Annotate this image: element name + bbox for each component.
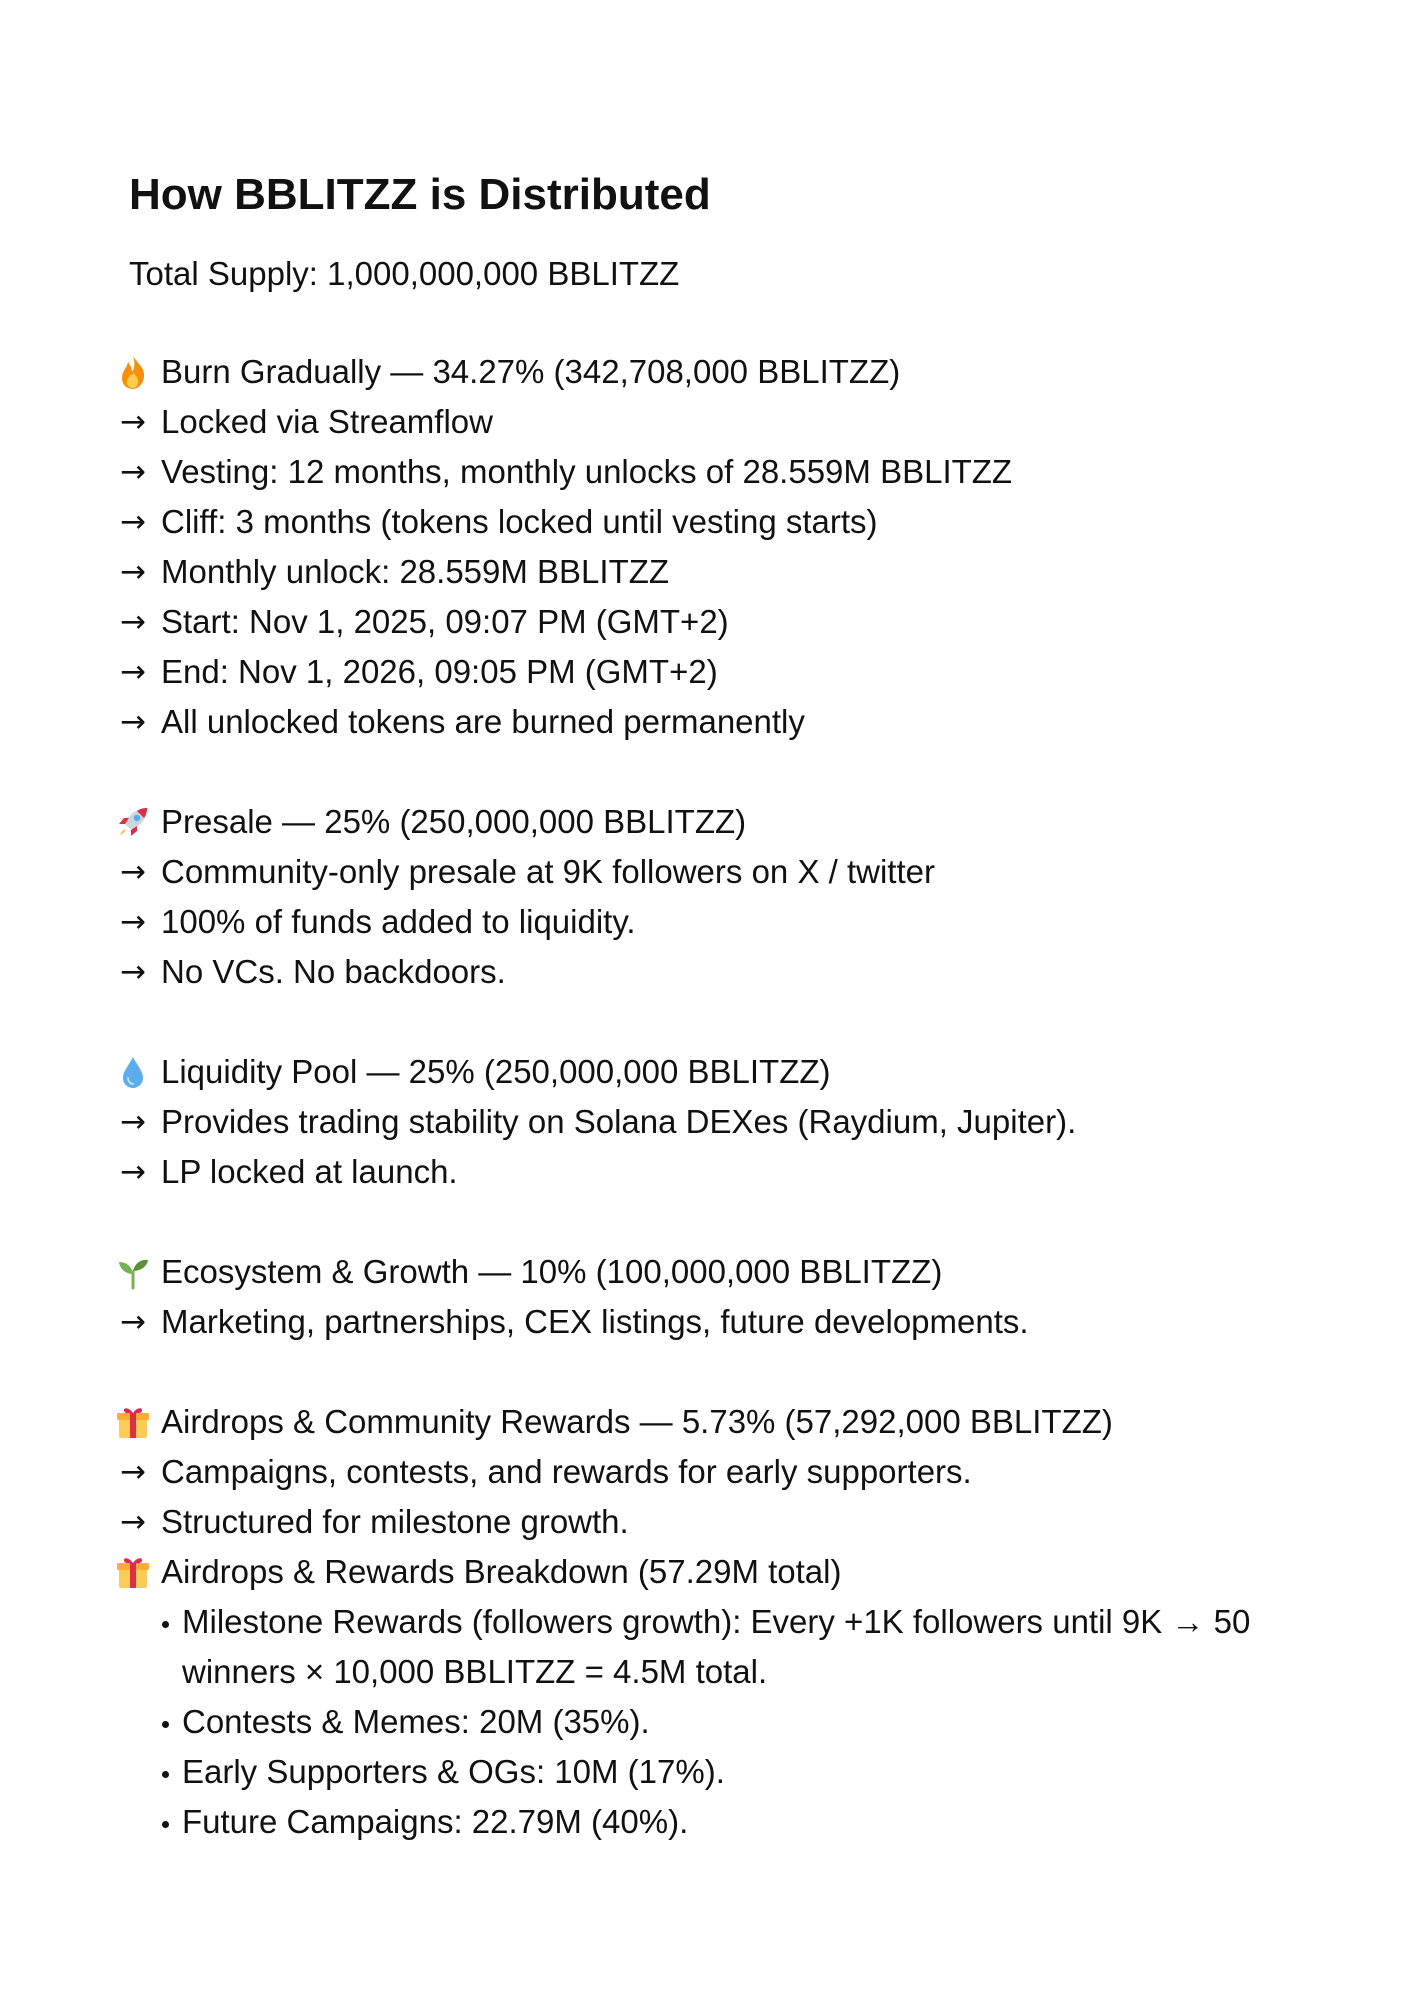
arrow-right-icon: → [120,1504,146,1540]
seedling-icon [115,1254,151,1290]
presale-heading: Presale — 25% (250,000,000 BBLITZZ) [161,803,747,840]
detail-line: → All unlocked tokens are burned permanently [115,697,1315,747]
arrow-right-icon: → [120,704,146,740]
detail-line: → Provides trading stability on Solana DEXes (Raydium, Jupiter). [115,1097,1315,1147]
arrow-right-icon: → [120,1454,146,1490]
detail-line: → Monthly unlock: 28.559M BBLITZZ [115,547,1315,597]
gift-icon [115,1404,151,1440]
list-item: Milestone Rewards (followers growth): Every +1K followers until 9K → 50 winners × 10,000 BBLITZZ = 4.5M total. [158,1597,1315,1697]
arrow-right-icon: → [120,854,146,890]
breakdown-heading: Airdrops & Rewards Breakdown (57.29M total) [161,1553,842,1590]
arrow-right-icon: → [120,1104,146,1140]
gift-icon [115,1554,151,1590]
arrow-right-icon: → [120,454,146,490]
arrow-right-icon: → [120,604,146,640]
arrow-right-icon: → [120,904,146,940]
arrow-right-icon: → [120,504,146,540]
section-heading [115,1397,1315,1447]
page-title: How BBLITZZ is Distributed [129,170,711,219]
section-heading [115,1247,1315,1297]
droplet-icon [115,1054,151,1090]
detail-line: → 100% of funds added to liquidity. [115,897,1315,947]
detail-line: → Marketing, partnerships, CEX listings, future developments. [115,1297,1315,1347]
list-item: Early Supporters & OGs: 10M (17%). [158,1747,1315,1797]
total-supply: Total Supply: 1,000,000,000 BBLITZZ [129,255,680,292]
detail-line: → No VCs. No backdoors. [115,947,1315,997]
list-item: Contests & Memes: 20M (35%). [158,1697,1315,1747]
liquidity-heading: Liquidity Pool — 25% (250,000,000 BBLITZZ) [161,1053,831,1090]
ecosystem-heading: Ecosystem & Growth — 10% (100,000,000 BBLITZZ) [161,1253,943,1290]
burn-heading: Burn Gradually — 34.27% (342,708,000 BBLITZZ) [161,353,901,390]
detail-line: → Community-only presale at 9K followers on X / twitter [115,847,1315,897]
section-presale [115,797,1315,997]
arrow-right-icon: → [120,554,146,590]
arrow-right-icon: → [120,1304,146,1340]
arrow-right-icon: → [120,954,146,990]
list-item: Future Campaigns: 22.79M (40%). [158,1797,1315,1847]
airdrops-heading: Airdrops & Community Rewards — 5.73% (57,292,000 BBLITZZ) [161,1403,1113,1440]
section-airdrops [115,1397,1315,1847]
breakdown-list [115,1597,1315,1847]
detail-line: → LP locked at launch. [115,1147,1315,1197]
detail-line: → End: Nov 1, 2026, 09:05 PM (GMT+2) [115,647,1315,697]
detail-line: → Vesting: 12 months, monthly unlocks of 28.559M BBLITZZ [115,447,1315,497]
section-heading [115,1547,1315,1597]
detail-line: → Cliff: 3 months (tokens locked until vesting starts) [115,497,1315,547]
section-heading [115,797,1315,847]
distribution-list [115,347,1315,1897]
fire-icon [115,354,151,390]
detail-line: → Locked via Streamflow [115,397,1315,447]
detail-line: → Start: Nov 1, 2025, 09:07 PM (GMT+2) [115,597,1315,647]
arrow-right-icon: → [120,404,146,440]
arrow-right-icon: → [120,654,146,690]
section-heading [115,1047,1315,1097]
rocket-icon [115,804,151,840]
detail-line: → Structured for milestone growth. [115,1497,1315,1547]
detail-line: → Campaigns, contests, and rewards for early supporters. [115,1447,1315,1497]
section-ecosystem [115,1247,1315,1347]
section-heading [115,347,1315,397]
section-liquidity [115,1047,1315,1197]
section-burn [115,347,1315,747]
arrow-right-icon: → [120,1154,146,1190]
